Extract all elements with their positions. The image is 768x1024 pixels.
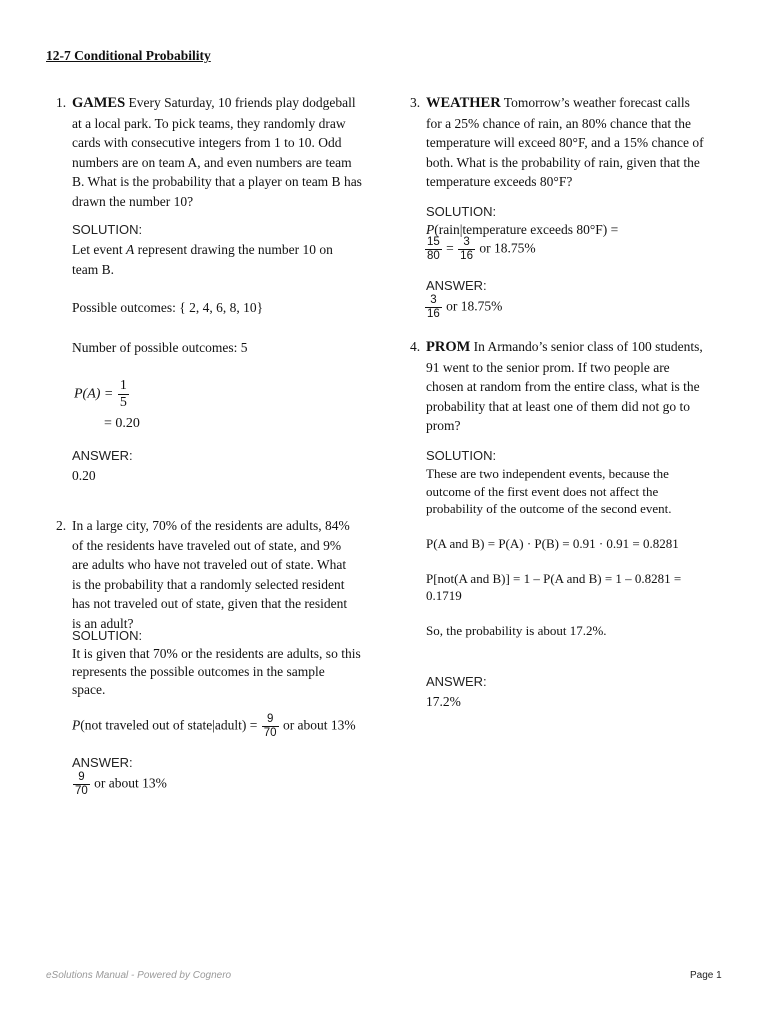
outcome-count: Number of possible outcomes: 5 xyxy=(72,340,248,355)
question-line: GAMES Every Saturday, 10 friends play dodgeball xyxy=(72,95,356,111)
problem-4 xyxy=(410,337,736,436)
question-line: B. What is the probability that a player on team B has xyxy=(72,174,362,189)
problem-keyword: PROM xyxy=(426,339,471,355)
conditional-probability: P(not traveled out of state|adult) = $\frac{9}{70}$ or about 13% xyxy=(72,713,356,739)
solution-expression: P(rain|temperature exceeds 80°F) = xyxy=(426,222,619,237)
question-line: temperature exceeds 80°F? xyxy=(426,174,573,189)
question-line: has not traveled out of state, given that the resident xyxy=(72,596,348,611)
problem-number: 1. xyxy=(56,95,67,110)
solution-label: SOLUTION: xyxy=(72,222,143,237)
answer-value: $\frac{9}{70}$ or about 13% xyxy=(75,771,167,797)
question-line: are adults who have not traveled out of state. What xyxy=(72,557,347,572)
question-line: of the residents have traveled out of state, and 9% xyxy=(72,537,342,553)
problem-3 xyxy=(410,93,736,192)
page-number: Page 1 xyxy=(690,970,722,981)
problem-1 xyxy=(56,93,372,211)
question-line: for a 25% chance of rain, an 80% chance that the xyxy=(426,115,691,131)
problem-keyword: GAMES xyxy=(72,95,126,111)
answer-value: $\frac{3}{16}$ or 18.75% xyxy=(427,294,503,320)
equation-not: P[not(A and B)] = 1 – P(A and B) = 1 – 0.8281 = 0.1719 xyxy=(426,571,682,603)
answer-label: ANSWER: xyxy=(72,448,133,463)
solution-computation: $\frac{15}{80}$ = $\frac{3}{16}$ or 18.75% xyxy=(427,236,536,262)
equation-and: P(A and B) = P(A) · P(B) = 0.91 · 0.91 = 0.8281 xyxy=(426,536,679,551)
question-line: chosen at random from the entire class, what is the xyxy=(426,379,700,394)
question-line: numbers are on team A, and even numbers are team xyxy=(72,154,352,170)
page-title: 12-7 Conditional Probability xyxy=(46,48,211,63)
question-line: In a large city, 70% of the residents are adults, 84% xyxy=(72,518,350,533)
solution-label: SOLUTION: xyxy=(426,448,497,463)
question-line: PROM In Armando’s senior class of 100 students, xyxy=(426,339,703,355)
problem-keyword: WEATHER xyxy=(426,95,501,111)
question-line: probability that at least one of them did not go to xyxy=(426,398,690,414)
question-line: 91 went to the senior prom. If two people are xyxy=(426,359,670,375)
problem-number: 3. xyxy=(410,95,421,110)
solution-label: SOLUTION: xyxy=(72,628,143,643)
problem-number: 4. xyxy=(410,339,421,354)
question-line: drawn the number 10? xyxy=(72,193,194,209)
answer-value: 0.20 xyxy=(72,468,96,483)
problem-2 xyxy=(56,516,372,633)
conclusion: So, the probability is about 17.2%. xyxy=(426,623,607,638)
possible-outcomes: Possible outcomes: { 2, 4, 6, 8, 10} xyxy=(72,300,264,315)
question-line: is an adult? xyxy=(72,615,134,631)
solution-text: Let event A represent drawing the number 10 on team B. xyxy=(72,242,333,277)
question-line: WEATHER Tomorrow’s weather forecast calls xyxy=(426,95,690,111)
solution-text: It is given that 70% or the residents are adults, so this represents the possible outcomes in the sample space. xyxy=(72,646,361,697)
probability-equation: P(A) = $\frac{1}{5}$ xyxy=(74,378,127,410)
question-line: temperature will exceed 80°F, and a 15% chance of xyxy=(426,135,704,150)
question-line: both. What is the probability of rain, given that the xyxy=(426,154,700,170)
footer-publisher: eSolutions Manual - Powered by Cognero xyxy=(46,970,232,981)
solution-label: SOLUTION: xyxy=(426,204,497,219)
answer-value: 17.2% xyxy=(426,694,461,709)
solution-text: These are two independent events, because the outcome of the first event does not affect the probability of the outcome of the second event. xyxy=(426,466,672,516)
answer-label: ANSWER: xyxy=(426,278,487,293)
question-line: is the probability that a randomly selected resident xyxy=(72,576,345,592)
answer-label: ANSWER: xyxy=(426,674,487,689)
probability-result: = 0.20 xyxy=(104,416,140,431)
question-line: prom? xyxy=(426,418,461,433)
problem-number: 2. xyxy=(56,518,67,533)
question-line: cards with consecutive integers from 1 to 10. Odd xyxy=(72,135,342,150)
answer-label: ANSWER: xyxy=(72,755,133,770)
question-line: at a local park. To pick teams, they randomly draw xyxy=(72,115,346,131)
